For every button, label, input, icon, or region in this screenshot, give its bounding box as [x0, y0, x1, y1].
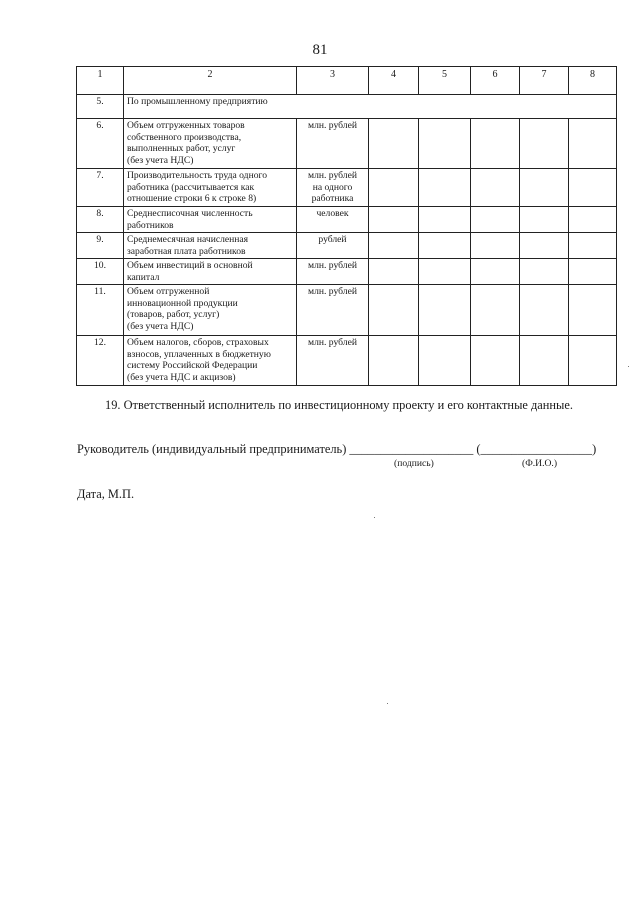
value-cell — [369, 119, 419, 169]
value-cell — [471, 336, 520, 386]
value-cell — [569, 233, 617, 259]
unit-line: работника — [311, 193, 354, 204]
signature-caption: (подпись) — [394, 458, 434, 469]
value-cell — [569, 259, 617, 285]
unit-line: млн. рублей — [308, 286, 357, 297]
value-cell — [569, 207, 617, 233]
unit-cell — [297, 233, 369, 259]
value-cell — [471, 207, 520, 233]
value-cell — [569, 119, 617, 169]
indicator-line: взносов, уплаченных в бюджетную — [127, 348, 271, 360]
section-title: По промышленному предприятию — [124, 95, 617, 119]
table-row — [77, 119, 617, 169]
value-cell — [520, 285, 569, 336]
header-cell: 8 — [569, 67, 617, 95]
indicator-line: отношение строки 6 к строке 8) — [127, 193, 257, 204]
table-row — [77, 233, 617, 259]
unit-cell — [297, 336, 369, 386]
indicator-line: Среднемесячная начисленная — [127, 234, 249, 245]
unit-cell — [297, 285, 369, 336]
value-cell — [419, 207, 471, 233]
indicator-line: Объем налогов, сборов, страховых — [127, 337, 269, 348]
indicator-line: выполненных работ, услуг — [127, 143, 236, 154]
value-cell — [520, 233, 569, 259]
value-cell — [471, 119, 520, 169]
value-cell — [471, 285, 520, 336]
indicator-line: (без учета НДС) — [127, 154, 194, 166]
value-cell — [419, 169, 471, 207]
unit-line: млн. рублей — [308, 120, 357, 131]
unit-cell — [297, 259, 369, 285]
value-cell — [520, 119, 569, 169]
indicator-line: (без учета НДС) — [127, 320, 194, 332]
indicator-line: собственного производства, — [127, 131, 242, 143]
indicator-cell — [124, 259, 297, 285]
header-cell: 7 — [520, 67, 569, 95]
value-cell — [520, 207, 569, 233]
section-number: 5. — [77, 95, 124, 119]
table-row — [77, 169, 617, 207]
unit-cell — [297, 169, 369, 207]
header-cell: 6 — [471, 67, 520, 95]
scan-speck — [374, 517, 375, 518]
indicator-line: заработная плата работников — [127, 245, 246, 257]
indicator-cell — [124, 336, 297, 386]
value-cell — [569, 285, 617, 336]
indicator-line: Объем отгруженной — [127, 286, 210, 297]
header-cell: 4 — [369, 67, 419, 95]
signature-line: Руководитель (индивидуальный предприниматель) ____________________ (__________________) — [77, 442, 597, 456]
indicator-cell — [124, 285, 297, 336]
row-number: 9. — [77, 233, 124, 259]
header-cell: 3 — [297, 67, 369, 95]
value-cell — [471, 259, 520, 285]
value-cell — [369, 336, 419, 386]
unit-line: человек — [316, 208, 349, 219]
value-cell — [369, 207, 419, 233]
indicator-line: инновационной продукции — [127, 297, 238, 309]
paragraph-19: 19. Ответственный исполнитель по инвестиционному проекту и его контактные данные. — [105, 398, 573, 412]
page-number: 81 — [312, 42, 328, 58]
unit-cell — [297, 119, 369, 169]
value-cell — [520, 169, 569, 207]
value-cell — [369, 233, 419, 259]
unit-cell — [297, 207, 369, 233]
table-header-row — [77, 67, 617, 95]
table-row — [77, 336, 617, 386]
indicator-line: Объем инвестиций в основной — [127, 260, 253, 271]
value-cell — [569, 169, 617, 207]
value-cell — [520, 336, 569, 386]
value-cell — [369, 285, 419, 336]
indicator-line: (товаров, работ, услуг) — [127, 309, 220, 320]
indicator-line: Объем отгруженных товаров — [127, 120, 245, 131]
value-cell — [569, 336, 617, 386]
unit-line: млн. рублей — [308, 170, 357, 181]
row-number: 12. — [77, 336, 124, 386]
indicator-line: капитал — [127, 271, 160, 283]
row-number: 6. — [77, 119, 124, 169]
value-cell — [471, 233, 520, 259]
indicator-line: работников — [127, 219, 174, 231]
indicator-line: Производительность труда одного — [127, 170, 267, 181]
value-cell — [520, 259, 569, 285]
row-number: 7. — [77, 169, 124, 207]
table-row — [77, 285, 617, 336]
indicator-line: (без учета НДС и акцизов) — [127, 371, 236, 383]
indicator-cell — [124, 233, 297, 259]
value-cell — [471, 169, 520, 207]
unit-line: на одного — [312, 181, 353, 193]
value-cell — [369, 259, 419, 285]
value-cell — [419, 259, 471, 285]
indicator-line: систему Российской Федерации — [127, 360, 258, 371]
unit-line: млн. рублей — [308, 260, 357, 271]
indicator-cell — [124, 169, 297, 207]
value-cell — [419, 119, 471, 169]
date-stamp-line: Дата, М.П. — [77, 487, 135, 501]
indicator-line: работника (рассчитывается как — [127, 181, 255, 193]
unit-line: рублей — [318, 234, 347, 245]
value-cell — [419, 285, 471, 336]
header-cell: 5 — [419, 67, 471, 95]
section-row — [77, 95, 617, 119]
header-cell: 1 — [77, 67, 124, 95]
indicator-line: Среднесписочная численность — [127, 208, 253, 219]
indicators-table — [76, 66, 617, 386]
table-row — [77, 259, 617, 285]
value-cell — [369, 169, 419, 207]
row-number: 11. — [77, 285, 124, 336]
value-cell — [419, 233, 471, 259]
row-number: 10. — [77, 259, 124, 285]
indicator-cell — [124, 207, 297, 233]
indicator-cell — [124, 119, 297, 169]
scan-speck — [387, 703, 388, 704]
table-row — [77, 207, 617, 233]
unit-line: млн. рублей — [308, 337, 357, 348]
row-number: 8. — [77, 207, 124, 233]
value-cell — [419, 336, 471, 386]
scan-speck — [628, 366, 629, 367]
header-cell: 2 — [124, 67, 297, 95]
name-caption: (Ф.И.О.) — [522, 458, 558, 469]
